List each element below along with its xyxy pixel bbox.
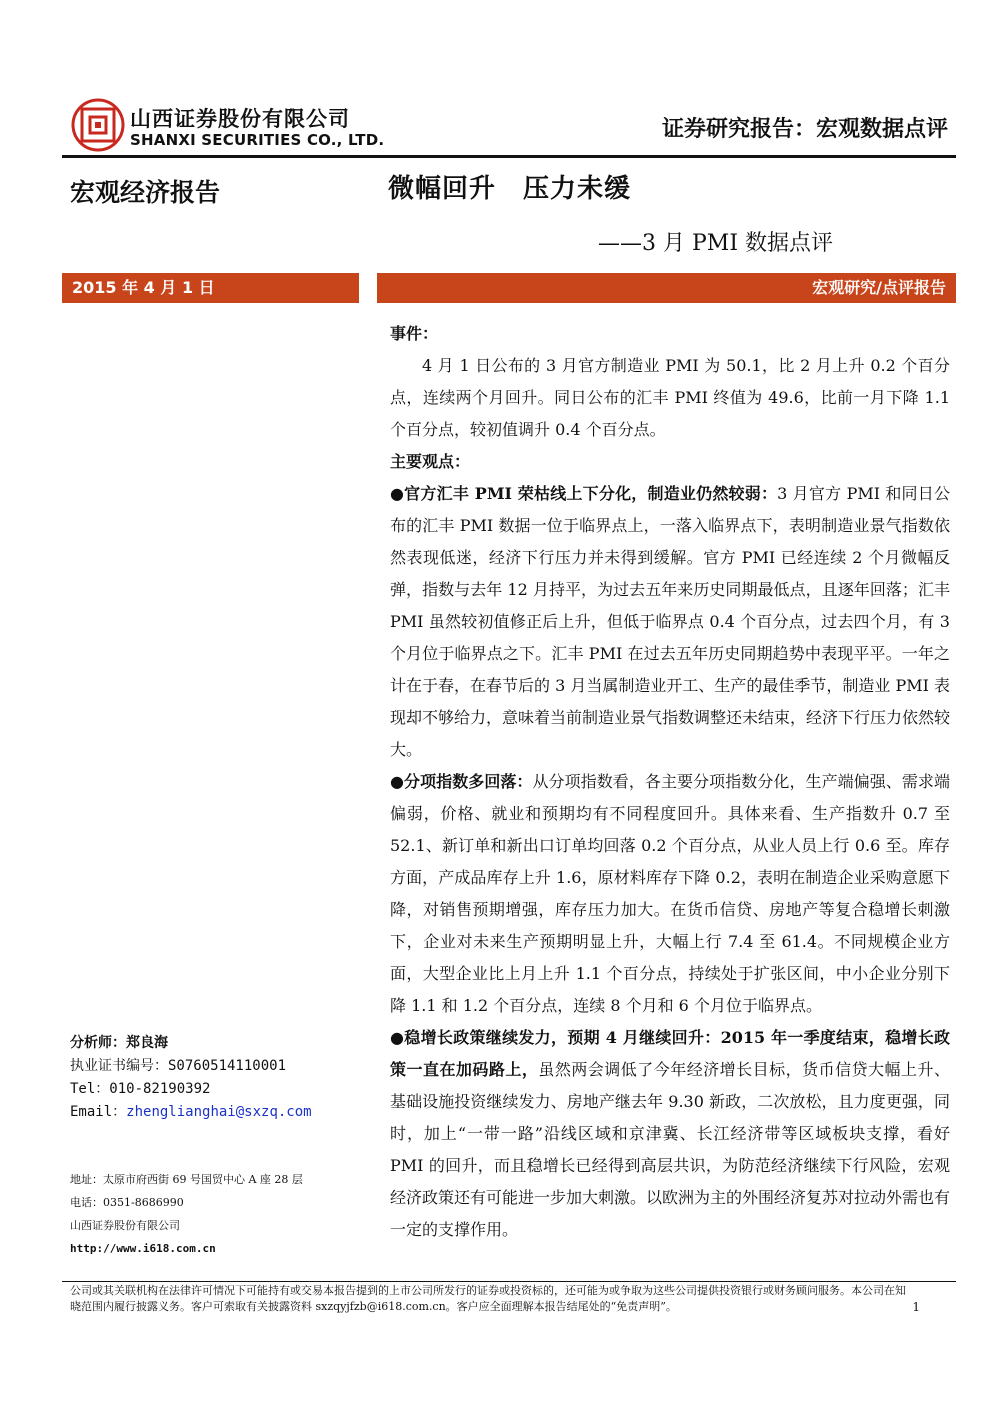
views-heading: 主要观点：	[390, 452, 471, 471]
company-url[interactable]: http://www.i618.com.cn	[70, 1242, 216, 1255]
point-1-text: 3 月官方 PMI 和同日公布的汇丰 PMI 数据一位于临界点上，一落入临界点下，表明制造业景气指数依然表现低迷，经济下行压力并未得到缓解。官方 PMI 已经连续 2 个月微幅反弹，指数与去年 12 月持平，为过去五年来历史同期最低点，且逐年回落；汇丰 PMI 虽然较初值修正后上升，但低于临界点 0.4 个百分点，过去四个月，有 3 个月位于临界点之下。汇丰 PMI 在过去五年历史同期趋势中表现平平。一年之计在于春，在春节后的 3 月当属制造业开工、生产的最佳季节，制造业 PMI 表现却不够给力，意味着当前制造业景气指数调整还未结束，经济下行压力依然较大。	[390, 484, 951, 759]
event-text: 4 月 1 日公布的 3 月官方制造业 PMI 为 50.1，比 2 月上升 0.2 个百分点，连续两个月回升。同日公布的汇丰 PMI 终值为 49.6，比前一月下降 1.1 个百分点，较初值调升 0.4 个百分点。	[390, 356, 950, 439]
date-bar	[62, 273, 359, 303]
header-divider	[62, 155, 956, 158]
point-1	[390, 478, 950, 766]
company-address: 地址：太原市府西街 69 号国贸中心 A 座 28 层	[70, 1173, 303, 1186]
email-label: Email：	[70, 1104, 127, 1120]
point-3-text: 虽然两会调低了今年经济增长目标，货币信贷大幅上升、基础设施投资继续发力、房地产继去年 9.30 新政，二次放松，且力度更强，同时，加上“一带一路”沿线区域和京津冀、长江经济带等区域板块支撑，看好 PMI 的回升，而且稳增长已经得到高层共识，为防范经济继续下行风险，宏观经济政策还有可能进一步加大刺激。以欧洲为主的外围经济复苏对拉动外需也有一定的支撑作用。	[390, 1060, 951, 1239]
event-heading: 事件：	[390, 324, 439, 343]
report-title: 微幅回升 压力未缓	[388, 174, 632, 204]
report-subtitle: ——3 月 PMI 数据点评	[598, 231, 833, 256]
footer-divider	[62, 1281, 956, 1282]
report-type: 证券研究报告：宏观数据点评	[661, 117, 948, 142]
company-phone: 电话：0351-8686990	[70, 1196, 184, 1209]
point-2-lead: ●分项指数多回落：	[390, 772, 533, 791]
analyst-email-row	[70, 1101, 312, 1124]
analyst-cert: 执业证书编号：S0760514110001	[70, 1058, 287, 1074]
company-name-footer: 山西证券股份有限公司	[70, 1219, 180, 1232]
report-category: 宏观经济报告	[70, 178, 221, 207]
analyst-info	[70, 1032, 312, 1124]
company-contact	[70, 1168, 303, 1260]
page-number: 1	[912, 1300, 920, 1314]
report-date: 2015 年 4 月 1 日	[72, 278, 215, 297]
report-body	[390, 318, 950, 1246]
point-2-text: 从分项指数看，各主要分项指数分化，生产端偏强、需求端偏弱，价格、就业和预期均有不同程度回升。具体来看、生产指数升 0.7 至 52.1、新订单和新出口订单均回落 0.2 个百分点，从业人员上行 0.6 至。库存方面，产成品库存上升 1.6，原材料库存下降 0.2，表明在制造企业采购意愿下降，对销售预期增强，库存压力加大。在货币信贷、房地产等复合稳增长刺激下，企业对未来生产预期明显上升，大幅上行 7.4 至 61.4。不同规模企业方面，大型企业比上月上升 1.1 个百分点，持续处于扩张区间，中小企业分别下降 1.1 和 1.2 个百分点，连续 8 个月和 6 个月位于临界点。	[390, 772, 950, 1015]
disclaimer: 公司或其关联机构在法律许可情况下可能持有或交易本报告提到的上市公司所发行的证券或投资标的，还可能为或争取为这些公司提供投资银行或财务顾问服务。本公司在知晓范围内履行披露义务。客户可索取有关披露资料 sxzqyjfzb@i618.com.cn。客户应全面理解本报告结尾处的“免责声明”。	[70, 1284, 906, 1313]
company-name-cn: 山西证券股份有限公司	[130, 107, 350, 131]
section-label: 宏观研究/点评报告	[812, 278, 946, 297]
analyst-name: 分析师：郑良海	[70, 1035, 168, 1051]
point-2	[390, 766, 950, 1022]
analyst-email-link[interactable]: zhengliangha​i@sxzq.com	[126, 1104, 312, 1120]
analyst-tel: Tel：010-82190392	[70, 1081, 211, 1097]
point-3	[390, 1022, 950, 1246]
point-1-lead: ●官方汇丰 PMI 荣枯线上下分化，制造业仍然较弱：	[390, 484, 778, 503]
point-3-lead: ●稳增长政策继续发力，预期 4 月继续回升：2015 年一季度结束，稳增长政策一直在加码路上，	[390, 1028, 950, 1079]
company-name-en: SHANXI SECURITIES CO., LTD.	[130, 131, 385, 149]
section-bar	[377, 273, 956, 303]
company-logo	[70, 97, 126, 153]
